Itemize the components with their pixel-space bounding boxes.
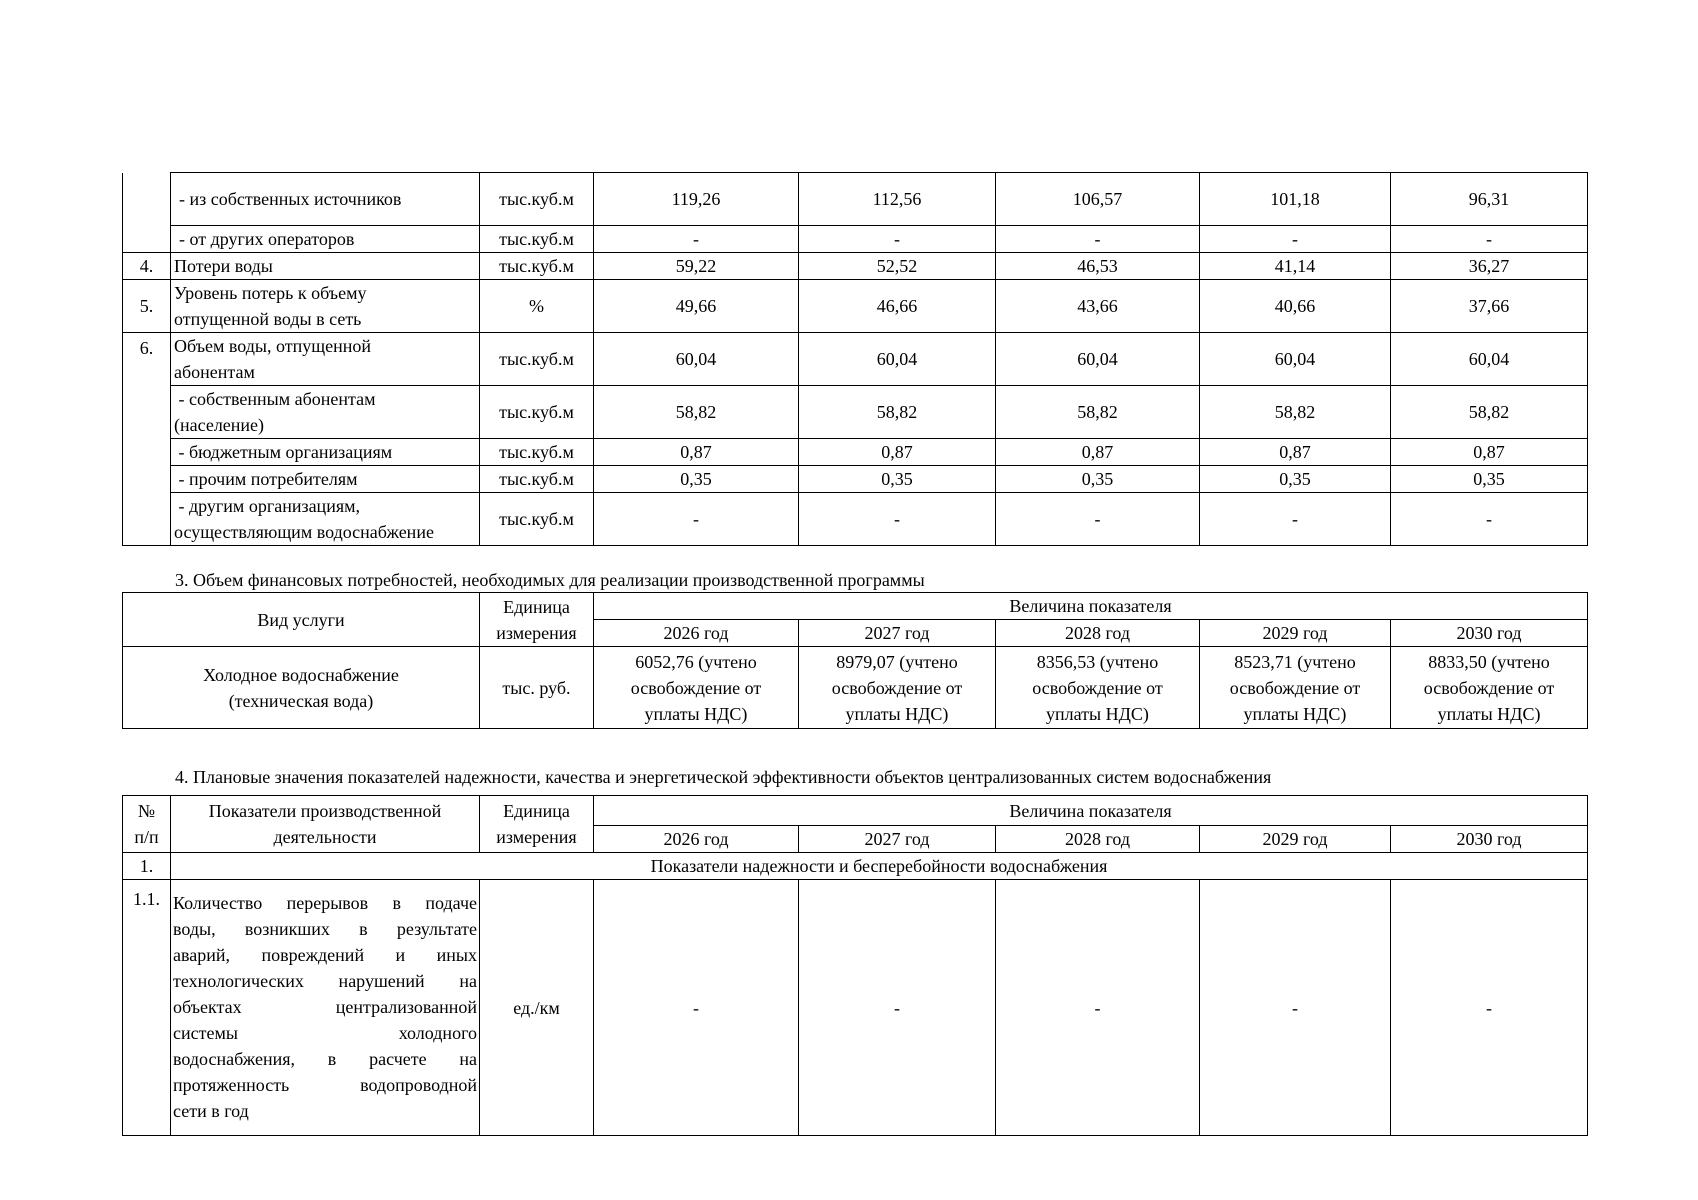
value-cell: 8833,50 (учтено освобождение от уплаты НДС): [1391, 647, 1588, 729]
value-cell: 60,04: [1391, 333, 1588, 386]
value-cell: -: [1200, 493, 1391, 546]
value-cell: 0,87: [996, 439, 1200, 466]
unit-cell: тыс.куб.м: [480, 253, 594, 280]
value-cell: 58,82: [1200, 386, 1391, 439]
value-cell: 40,66: [1200, 280, 1391, 333]
value-cell: 58,82: [799, 386, 996, 439]
year-header: 2028 год: [996, 620, 1200, 647]
table-header-row: [123, 593, 1588, 620]
value-cell: 0,35: [594, 466, 799, 493]
value-cell: 0,87: [799, 439, 996, 466]
value-cell: 60,04: [1200, 333, 1391, 386]
value-cell: -: [799, 880, 996, 1136]
year-header: 2026 год: [594, 620, 799, 647]
value-cell: 0,35: [799, 466, 996, 493]
value-cell: 96,31: [1391, 173, 1588, 226]
value-cell: 52,52: [799, 253, 996, 280]
value-cell: -: [996, 880, 1200, 1136]
year-header: 2027 год: [799, 620, 996, 647]
value-cell: 0,87: [1391, 439, 1588, 466]
value-cell: 0,35: [1200, 466, 1391, 493]
value-cell: 60,04: [799, 333, 996, 386]
indicator-label: Уровень потерь к объему отпущенной воды в сеть: [171, 280, 480, 333]
indicator-label: - от других операторов: [171, 226, 480, 253]
indicator-label: - бюджетным организациям: [171, 439, 480, 466]
value-cell: -: [799, 226, 996, 253]
value-cell: -: [594, 226, 799, 253]
unit-cell: тыс.куб.м: [480, 466, 594, 493]
table-header-row: [123, 796, 1588, 826]
unit-cell: тыс.куб.м: [480, 226, 594, 253]
table-row: [123, 253, 1588, 280]
value-cell: 41,14: [1200, 253, 1391, 280]
indicator-header: Показатели производственной деятельности: [171, 796, 480, 853]
value-cell: 0,35: [1391, 466, 1588, 493]
table-row: [123, 493, 1588, 546]
value-cell: 6052,76 (учтено освобождение от уплаты НДС): [594, 647, 799, 729]
table-row: [123, 647, 1588, 729]
indicator-label: - другим организациям, осуществляющим водоснабжение: [171, 493, 480, 546]
value-cell: -: [1200, 880, 1391, 1136]
value-cell: -: [594, 493, 799, 546]
unit-cell: %: [480, 280, 594, 333]
value-cell: 49,66: [594, 280, 799, 333]
group-title: Показатели надежности и бесперебойности водоснабжения: [171, 853, 1588, 880]
value-cell: 46,66: [799, 280, 996, 333]
value-cell: 8356,53 (учтено освобождение от уплаты НДС): [996, 647, 1200, 729]
table-row: [123, 439, 1588, 466]
value-cell: -: [1200, 226, 1391, 253]
unit-header: Единица измерения: [480, 796, 594, 853]
year-header: 2027 год: [799, 826, 996, 853]
table-row: [123, 280, 1588, 333]
group-row: [123, 853, 1588, 880]
indicator-label: - из собственных источников: [171, 173, 480, 226]
row-number: [123, 386, 171, 439]
row-number: 4.: [123, 253, 171, 280]
value-header: Величина показателя: [594, 796, 1588, 826]
table-row: [123, 386, 1588, 439]
value-cell: -: [1391, 880, 1588, 1136]
service-header: Вид услуги: [123, 593, 480, 647]
value-cell: -: [1391, 226, 1588, 253]
value-cell: 58,82: [996, 386, 1200, 439]
financial-needs-table: [122, 592, 1588, 729]
value-cell: 37,66: [1391, 280, 1588, 333]
value-cell: -: [799, 493, 996, 546]
value-cell: -: [1391, 493, 1588, 546]
table-row: [123, 880, 1588, 1136]
row-number: [123, 466, 171, 493]
value-cell: 46,53: [996, 253, 1200, 280]
value-cell: 58,82: [1391, 386, 1588, 439]
indicator-label: Объем воды, отпущенной абонентам: [171, 333, 480, 386]
unit-cell: тыс.куб.м: [480, 173, 594, 226]
unit-cell: тыс.куб.м: [480, 333, 594, 386]
year-header: 2030 год: [1391, 826, 1588, 853]
year-header: 2029 год: [1200, 620, 1391, 647]
value-cell: -: [996, 226, 1200, 253]
table-row: [123, 226, 1588, 253]
value-cell: 36,27: [1391, 253, 1588, 280]
value-cell: 0,87: [594, 439, 799, 466]
unit-cell: тыс.куб.м: [480, 493, 594, 546]
number-header: № п/п: [123, 796, 171, 853]
value-cell: 112,56: [799, 173, 996, 226]
indicator-label: Количество перерывов в подаче воды, возникших в результате аварий, повреждений и иных технологических нарушений на объектах централизованной системы холодного водоснабжения, в расчете на протяженность водопроводной сети в год: [171, 880, 480, 1136]
unit-cell: тыс.куб.м: [480, 386, 594, 439]
value-cell: 8979,07 (учтено освобождение от уплаты НДС): [799, 647, 996, 729]
value-cell: 58,82: [594, 386, 799, 439]
year-header: 2029 год: [1200, 826, 1391, 853]
year-header: 2030 год: [1391, 620, 1588, 647]
unit-header: Единица измерения: [480, 593, 594, 647]
table-row: [123, 466, 1588, 493]
row-number: [123, 493, 171, 546]
service-name: Холодное водоснабжение (техническая вода): [123, 647, 480, 729]
value-cell: 60,04: [594, 333, 799, 386]
value-header: Величина показателя: [594, 593, 1588, 620]
value-cell: -: [594, 880, 799, 1136]
section-4-title: 4. Плановые значения показателей надежности, качества и энергетической эффективности объектов централизованных систем водоснабжения: [175, 767, 1272, 787]
row-number: [123, 439, 171, 466]
indicator-label: Потери воды: [171, 253, 480, 280]
row-number: 5.: [123, 280, 171, 333]
value-cell: 43,66: [996, 280, 1200, 333]
row-number: 1.1.: [123, 880, 171, 1136]
row-number: [123, 173, 171, 226]
unit-cell: тыс.куб.м: [480, 439, 594, 466]
value-cell: 101,18: [1200, 173, 1391, 226]
value-cell: 119,26: [594, 173, 799, 226]
value-cell: 0,87: [1200, 439, 1391, 466]
value-cell: 8523,71 (учтено освобождение от уплаты НДС): [1200, 647, 1391, 729]
year-header: 2028 год: [996, 826, 1200, 853]
group-number: 1.: [123, 853, 171, 880]
reliability-indicators-table: [122, 795, 1588, 1136]
value-cell: 106,57: [996, 173, 1200, 226]
value-cell: 59,22: [594, 253, 799, 280]
section-3-title: 3. Объем финансовых потребностей, необходимых для реализации производственной программы: [175, 570, 925, 590]
row-number: 6.: [123, 333, 171, 386]
value-cell: -: [996, 493, 1200, 546]
year-header: 2026 год: [594, 826, 799, 853]
row-number: [123, 226, 171, 253]
indicator-label: - собственным абонентам (население): [171, 386, 480, 439]
unit-cell: тыс. руб.: [480, 647, 594, 729]
value-cell: 60,04: [996, 333, 1200, 386]
table-row: [123, 333, 1588, 386]
value-cell: 0,35: [996, 466, 1200, 493]
unit-cell: ед./км: [480, 880, 594, 1136]
water-volume-table: [122, 172, 1588, 546]
table-row: [123, 173, 1588, 226]
indicator-label: - прочим потребителям: [171, 466, 480, 493]
